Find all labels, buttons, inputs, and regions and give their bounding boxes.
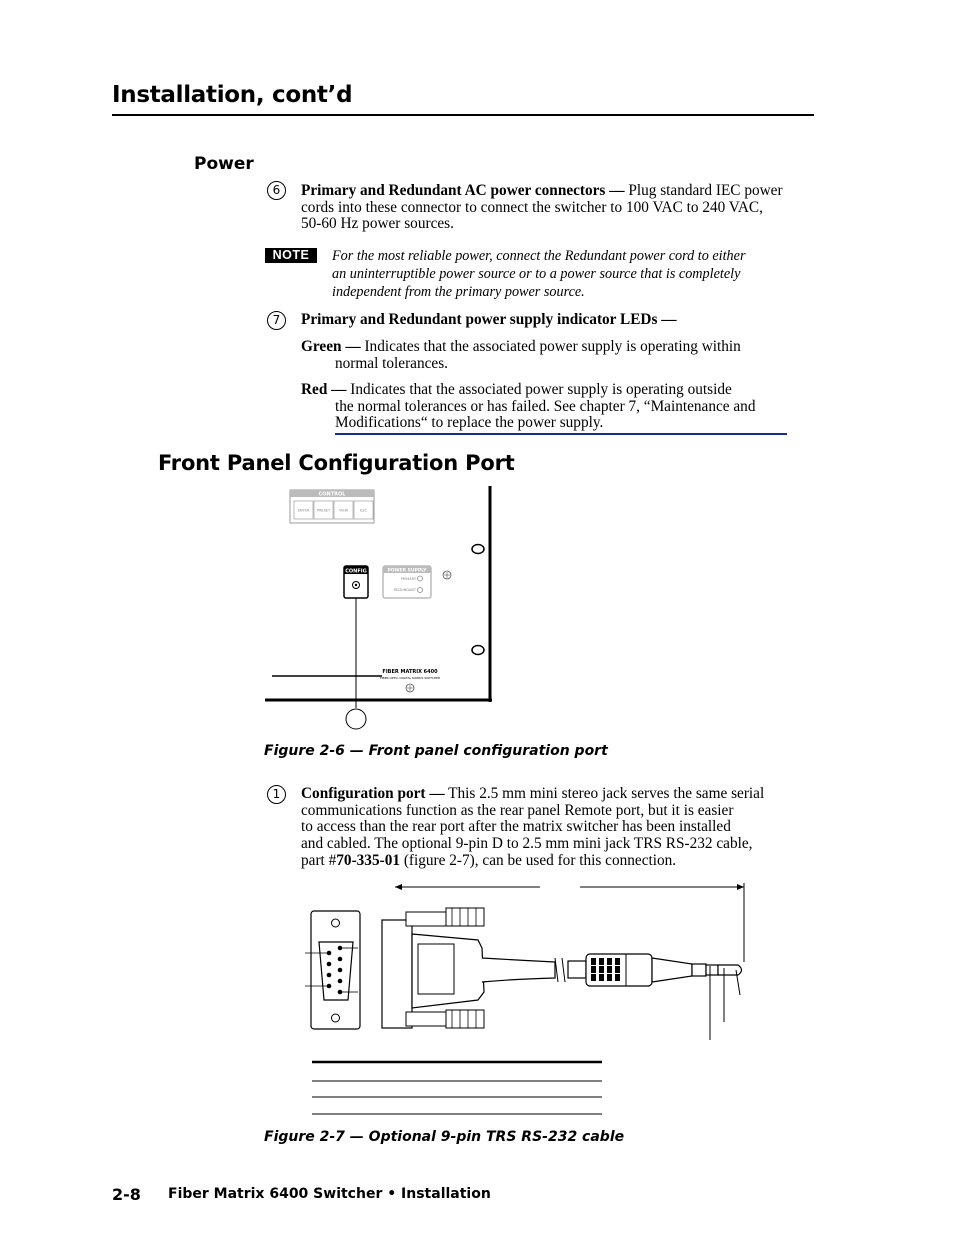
red-term: Red — [301,381,347,398]
config-label: CONFIG [345,568,367,575]
figure-6-caption: Figure 2-6 — Front panel configuration port [264,743,608,759]
dimension-arrow-left [395,884,402,890]
green-paragraph [301,339,801,372]
item6-paragraph [301,183,821,233]
front-panel-diagram [260,480,500,735]
figure-7-caption: Figure 2-7 — Optional 9-pin TRS RS-232 cable [264,1129,625,1145]
db9-screw-bottom [332,1014,340,1022]
db9-thumbscrew-top [406,912,446,926]
plug-tip [718,965,742,975]
dimension-arrow-right [737,884,744,890]
plug-sleeve [692,964,706,976]
cable-diagram [300,880,760,1125]
item1-part-prefix: part # [301,851,337,869]
item6-line3: 50-60 Hz power sources. [301,215,454,233]
db9-label-area [418,944,454,994]
cable-left [482,958,555,982]
item6-text1: Plug standard IEC power [624,182,783,199]
product-subtitle: FIBER OPTIC DIGITAL MATRIX SWITCHER [379,676,441,680]
control-label: CONTROL [318,491,346,498]
db9-screw-top [332,919,340,927]
plug-neck [652,958,692,982]
plug-ring [706,965,718,975]
item7-term: Primary and Redundant power supply indicator LEDs — [301,311,677,328]
item1-term: Configuration port — [301,785,445,802]
footer-text: Fiber Matrix 6400 Switcher • Installation [168,1186,491,1202]
enter-label: ENTER [297,508,310,513]
green-term: Green — [301,338,361,355]
red-paragraph [301,382,801,432]
redundant-led [418,588,423,593]
product-name: FIBER MATRIX 6400 [382,669,438,675]
primary-label: PRIMARY [400,577,416,581]
red-line3: Modifications“ to replace the power supply. [335,414,604,432]
db9-thumbscrew-bottom [406,1012,446,1026]
green-line2: normal tolerances. [335,354,448,372]
note-line3: independent from the primary power source. [332,284,585,300]
power-heading: Power [194,154,254,174]
item7-paragraph [301,312,821,329]
rack-hole-top [472,545,484,554]
callout-1-circle [346,709,366,729]
item1-line5 [301,853,821,870]
redundant-label: REDUNDANT [393,588,416,592]
primary-led [418,576,423,581]
callout-1: 1 [267,785,286,804]
item6-line2: cords into these connector to connect the switcher to 100 VAC to 240 VAC, [301,198,763,216]
item1-part-suffix: (figure 2-7), can be used for this connection. [400,851,677,869]
item1-text1: This 2.5 mm mini stereo jack serves the same serial [444,785,765,802]
item6-line1 [301,183,821,200]
front-panel-heading: Front Panel Configuration Port [158,451,515,475]
item1-line3: to access than the rear port after the matrix switcher has been installed [301,818,731,836]
title-rule [112,114,814,116]
red-line2: the normal tolerances or has failed. See chapter 7, “Maintenance and [335,397,756,415]
note-badge: NOTE [265,248,317,263]
item6-term: Primary and Redundant AC power connectors — [301,182,625,199]
cable-right [568,961,586,978]
power-supply-label: POWER SUPPLY [387,568,427,574]
part-number: 70-335-01 [336,851,400,869]
preset-label: PRESET [316,508,331,513]
db9-shell [319,942,353,1000]
callout-6: 6 [267,181,286,200]
rack-hole-bottom [472,646,484,655]
item1-line2: communications function as the rear panel Remote port, but it is easier [301,801,734,819]
footer-page-number: 2-8 [112,1185,141,1204]
note-text [332,247,782,301]
red-line1 [301,382,801,399]
note-line1: For the most reliable power, connect the Redundant power cord to either [332,248,746,264]
callout-7: 7 [267,311,286,330]
note-line2: an uninterruptible power source or to a power source that is completely [332,266,741,282]
item1-paragraph [301,786,821,870]
item1-line1 [301,786,821,803]
green-text1: Indicates that the associated power supply is operating within [360,338,741,355]
view-label: VIEW [338,508,349,513]
item1-line4: and cabled. The optional 9-pin D to 2.5 mm mini jack TRS RS-232 cable, [301,835,753,853]
green-line1 [301,339,801,356]
page-title: Installation, cont’d [112,82,353,108]
section-rule [335,433,787,435]
red-text1: Indicates that the associated power supply is operating outside [346,381,732,398]
esc-label: ESC [360,508,367,513]
